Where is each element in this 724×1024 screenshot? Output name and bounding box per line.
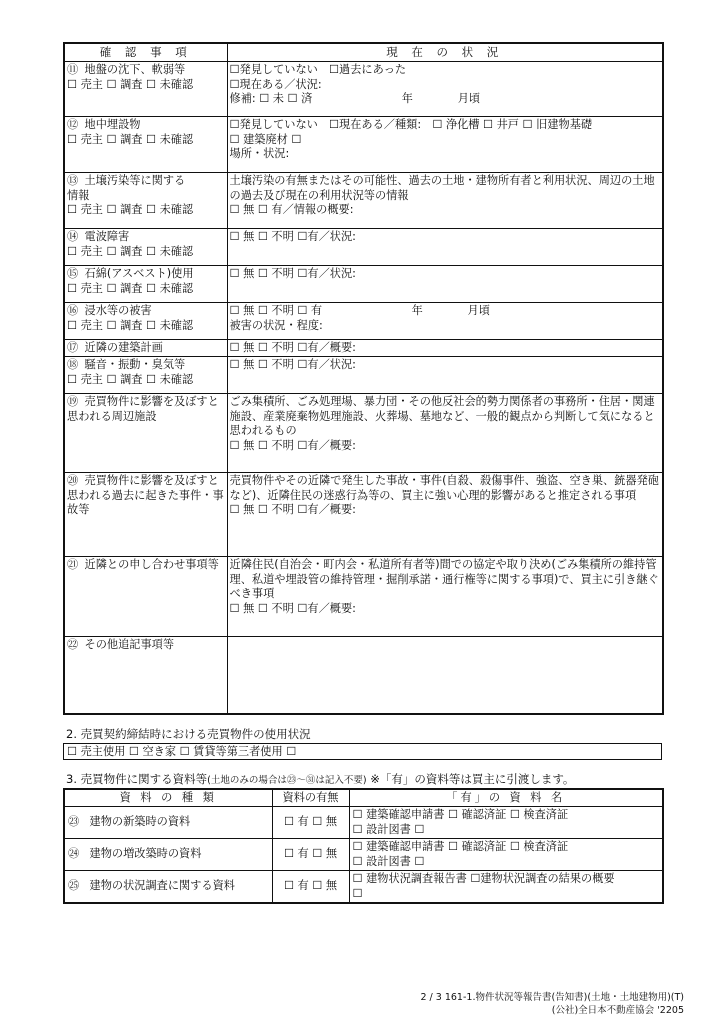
item-number: ⑯	[67, 304, 79, 317]
document-checkboxes[interactable]: ☐ 建築確認申請書 ☐ 確認済証 ☐ 検査済証	[352, 808, 569, 821]
section2-title: 2. 売買契約締結時における売買物件の使用状況	[66, 727, 311, 741]
status-row	[64, 266, 663, 303]
check-item-cell	[64, 357, 227, 394]
item-label: ⑫ 地中埋設物	[67, 118, 141, 131]
section3-title: 3. 売買物件に関する資料等	[66, 772, 208, 786]
status-checkboxes[interactable]: ☐ 建築廃材 ☐	[229, 132, 302, 146]
source-checkboxes[interactable]: ☐ 売主 ☐ 調査 ☐ 未確認	[67, 203, 194, 217]
status-row	[64, 229, 663, 266]
status-checkboxes[interactable]: ☐ 無 ☐ 不明 ☐有／状況:	[229, 358, 356, 371]
item-number: ⑫	[67, 118, 79, 131]
item-number: ㉑	[67, 558, 79, 571]
item-label: ⑰ 近隣の建築計画	[67, 341, 163, 354]
item-label: ㉒ その他追記事項等	[67, 638, 175, 651]
document-checkboxes[interactable]: ☐ 建物状況調査報告書 ☐建物状況調査の結果の概要	[352, 872, 615, 885]
check-item-cell	[64, 303, 227, 340]
status-checkboxes[interactable]: ☐ 無 ☐ 有／情報の概要:	[229, 203, 354, 217]
usage-status-box	[63, 743, 662, 760]
status-cell	[227, 117, 663, 173]
status-cell	[227, 266, 663, 303]
status-text: ごみ集積所、ごみ処理場、暴力団・その他反社会的勢力関係者の事務所・住居・関連施設、産業廃棄物処理施設、火葬場、墓地など、一般的観点から判断して気になると思われるもの	[229, 395, 655, 438]
status-row	[64, 62, 663, 117]
check-item-cell	[64, 62, 227, 117]
status-text: 売買物件やその近隣で発生した事故・事件(自殺、殺傷事件、強盗、空き巣、銃器発砲など)、近隣住民の迷惑行為等の、買主に強い心理的影響があると推定される事項	[229, 474, 659, 502]
status-cell	[227, 473, 663, 557]
item-number: ⑭	[67, 230, 79, 243]
document-row	[64, 871, 663, 903]
status-checkboxes[interactable]: 修補: ☐ 未 ☐ 済 年 月頃	[229, 92, 481, 106]
status-text: 場所・状況:	[229, 147, 290, 161]
condition-table	[63, 42, 664, 715]
document-type: ㉔ 建物の増改築時の資料	[64, 839, 272, 871]
status-checkboxes[interactable]: ☐ 無 ☐ 不明 ☐有／概要:	[229, 601, 356, 615]
item-label: ⑬ 土壌汚染等に関する	[67, 174, 186, 187]
status-checkboxes[interactable]: ☐発見していない ☐過去にあった	[229, 63, 407, 76]
status-cell	[227, 557, 663, 637]
check-item-cell	[64, 637, 227, 714]
item-number: ㉕	[68, 878, 80, 892]
status-row	[64, 473, 663, 557]
document-checkboxes[interactable]: ☐ 設計図書 ☐	[352, 854, 425, 868]
footer-line2: (公社)全日本不動産協会 '2205	[551, 1005, 684, 1016]
item-number: ⑪	[67, 63, 79, 76]
status-text: 被害の状況・程度:	[229, 318, 323, 332]
source-checkboxes[interactable]: ☐ 売主 ☐ 調査 ☐ 未確認	[67, 244, 194, 258]
status-cell	[227, 229, 663, 266]
document-names	[349, 807, 663, 839]
section3-note: ※「有」の資料等は買主に引渡します。	[370, 772, 575, 786]
item-number: ⑱	[67, 358, 79, 371]
status-cell	[227, 637, 663, 714]
document-checkboxes[interactable]: ☐	[352, 886, 363, 900]
status-row	[64, 340, 663, 357]
status-text: 近隣住民(自治会・町内会・私道所有者等)間での協定や取り決め(ごみ集積所の維持管理、私道や埋設管の維持管理・掘削承諾・通行権等に関する事項)で、買主に引き継ぐべき事項	[229, 558, 659, 601]
document-row	[64, 839, 663, 871]
item-number: ⑳	[67, 474, 79, 487]
document-row	[64, 807, 663, 839]
check-item-cell	[64, 473, 227, 557]
header-check-items: 確 認 事 項	[64, 43, 227, 62]
status-checkboxes[interactable]: ☐発見していない ☐現在ある／種類: ☐ 浄化槽 ☐ 井戸 ☐ 旧建物基礎	[229, 118, 593, 131]
status-row	[64, 173, 663, 229]
status-row	[64, 303, 663, 340]
source-checkboxes[interactable]: ☐ 売主 ☐ 調査 ☐ 未確認	[67, 281, 194, 295]
item-number: ㉓	[68, 815, 80, 829]
item-label-cont: 情報	[67, 188, 90, 202]
status-row	[64, 357, 663, 394]
source-checkboxes[interactable]: ☐ 売主 ☐ 調査 ☐ 未確認	[67, 318, 194, 332]
item-number: ㉔	[68, 847, 80, 861]
status-text: 土壌汚染の有無またはその可能性、過去の土地・建物所有者と利用状況、周辺の土地の過去及び現在の利用状況等の情報	[229, 174, 655, 202]
source-checkboxes[interactable]: ☐ 売主 ☐ 調査 ☐ 未確認	[67, 372, 194, 386]
item-label: ⑪ 地盤の沈下、軟弱等	[67, 63, 186, 76]
item-label: ⑯ 浸水等の被害	[67, 304, 152, 317]
check-item-cell	[64, 266, 227, 303]
check-item-cell	[64, 229, 227, 266]
doc-header-type: 資 料 の 種 類	[64, 789, 272, 807]
item-number: ⑬	[67, 174, 79, 187]
document-has-checkboxes[interactable]: ☐ 有 ☐ 無	[272, 807, 349, 839]
status-cell	[227, 303, 663, 340]
source-checkboxes[interactable]: ☐ 売主 ☐ 調査 ☐ 未確認	[67, 77, 194, 91]
document-has-checkboxes[interactable]: ☐ 有 ☐ 無	[272, 839, 349, 871]
document-type: ㉕ 建物の状況調査に関する資料	[64, 871, 272, 903]
status-cell	[227, 394, 663, 473]
item-label: ⑳ 売買物件に影響を及ぼすと思われる過去に起きた事件・事故等	[67, 474, 224, 517]
document-names	[349, 871, 663, 903]
status-row	[64, 394, 663, 473]
check-item-cell	[64, 557, 227, 637]
item-label: ㉑ 近隣との申し合わせ事項等	[67, 558, 219, 571]
item-label: ⑮ 石綿(アスベスト)使用	[67, 267, 194, 280]
status-checkboxes[interactable]: ☐ 無 ☐ 不明 ☐ 有 年 月頃	[229, 304, 490, 317]
status-checkboxes[interactable]: ☐ 無 ☐ 不明 ☐有／状況:	[229, 267, 356, 280]
status-checkboxes[interactable]: ☐ 無 ☐ 不明 ☐有／概要:	[229, 503, 356, 517]
status-checkboxes[interactable]: ☐ 無 ☐ 不明 ☐有／状況:	[229, 230, 356, 243]
status-checkboxes[interactable]: ☐ 無 ☐ 不明 ☐有／概要:	[229, 438, 356, 452]
status-row	[64, 637, 663, 714]
document-has-checkboxes[interactable]: ☐ 有 ☐ 無	[272, 871, 349, 903]
doc-header-names: 「有」の 資 料 名	[349, 789, 663, 807]
documents-table	[63, 788, 664, 904]
item-label: ⑱ 騒音・振動・臭気等	[67, 358, 186, 371]
source-checkboxes[interactable]: ☐ 売主 ☐ 調査 ☐ 未確認	[67, 132, 194, 146]
status-row	[64, 117, 663, 173]
check-item-cell	[64, 173, 227, 229]
document-names	[349, 839, 663, 871]
section3-title-line	[66, 771, 574, 787]
status-cell	[227, 340, 663, 357]
status-checkboxes[interactable]: ☐現在ある／状況:	[229, 77, 322, 91]
document-checkboxes[interactable]: ☐ 設計図書 ☐	[352, 822, 425, 836]
status-cell	[227, 173, 663, 229]
section3-note-small: (土地のみの場合は㉓～㉛は記入不要)	[207, 775, 367, 786]
item-number: ㉒	[67, 638, 79, 651]
item-label: ⑭ 電波障害	[67, 230, 130, 243]
status-cell	[227, 357, 663, 394]
check-item-cell	[64, 394, 227, 473]
status-cell	[227, 62, 663, 117]
item-number: ⑰	[67, 341, 79, 354]
footer-line1: 2 / 3 161-1.物件状況等報告書(告知書)(土地・土地建物用)(T)	[420, 992, 684, 1003]
check-item-cell	[64, 117, 227, 173]
document-checkboxes[interactable]: ☐ 建築確認申請書 ☐ 確認済証 ☐ 検査済証	[352, 840, 569, 853]
header-current-status: 現 在 の 状 況	[227, 43, 663, 62]
item-number: ⑮	[67, 267, 79, 280]
document-type: ㉓ 建物の新築時の資料	[64, 807, 272, 839]
status-checkboxes[interactable]: ☐ 無 ☐ 不明 ☐有／概要:	[229, 341, 356, 354]
item-number: ⑲	[67, 395, 79, 408]
doc-header-has: 資料の有無	[272, 789, 349, 807]
check-item-cell	[64, 340, 227, 357]
item-label: ⑲ 売買物件に影響を及ぼすと思われる周辺施設	[67, 395, 219, 423]
usage-options[interactable]: ☐ 売主使用 ☐ 空き家 ☐ 賃貸等第三者使用 ☐	[67, 745, 297, 758]
status-row	[64, 557, 663, 637]
